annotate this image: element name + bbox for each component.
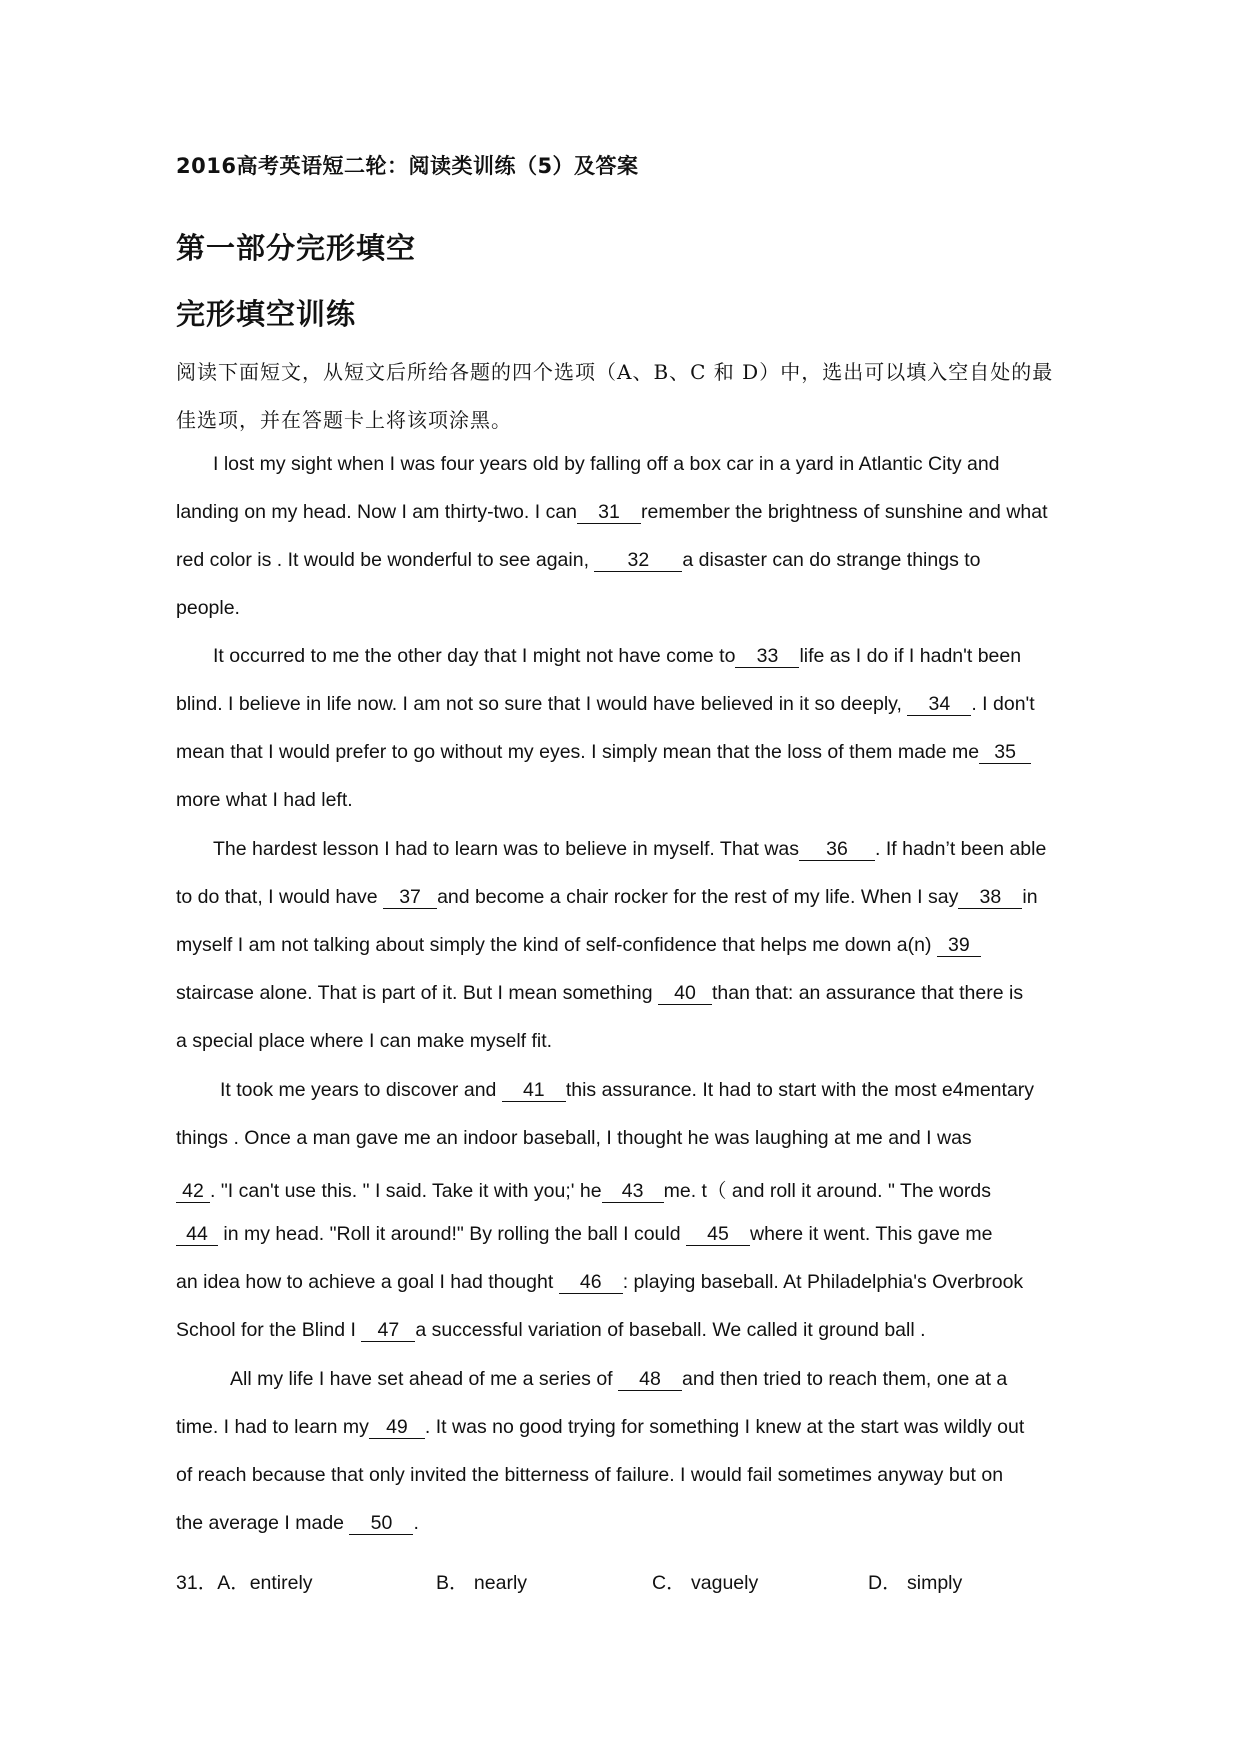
blank-41[interactable]: 41	[502, 1080, 566, 1102]
blank-43[interactable]: 43	[602, 1181, 664, 1203]
passage-line: It occurred to me the other day that I might not have come to 33 life as I do if I hadn't been	[213, 645, 1022, 667]
passage-line: time. I had to learn my 49 . It was no good trying for something I knew at the start was wildly out	[176, 1416, 1025, 1438]
passage-line: red color is . It would be wonderful to see again, 32 a disaster can do strange things to	[176, 549, 981, 571]
blank-50[interactable]: 50	[349, 1513, 413, 1535]
passage-line: landing on my head. Now I am thirty-two. I can 31 remember the brightness of sunshine and what	[176, 501, 1048, 523]
passage-line: a special place where I can make myself fit.	[176, 1030, 553, 1052]
blank-40[interactable]: 40	[658, 983, 712, 1005]
instruction-line-2: 佳选项，并在答题卡上将该项涂黑。	[176, 408, 512, 432]
part-heading: 第一部分完形填空	[176, 231, 417, 265]
passage-line: to do that, I would have 37 and become a chair rocker for the rest of my life. When I say 38 in	[176, 886, 1038, 908]
blank-42[interactable]: 42	[176, 1181, 210, 1203]
question-31-option-c[interactable]: C． vaguely	[652, 1572, 759, 1594]
blank-46[interactable]: 46	[559, 1272, 623, 1294]
passage-line: the average I made 50 .	[176, 1512, 419, 1534]
passage-line: an idea how to achieve a goal I had thought 46 : playing baseball. At Philadelphia's Overbrook	[176, 1271, 1024, 1293]
blank-34[interactable]: 34	[907, 694, 971, 716]
blank-48[interactable]: 48	[618, 1369, 682, 1391]
passage-line: staircase alone. That is part of it. But I mean something 40 than that: an assurance that there is	[176, 982, 1024, 1004]
blank-47[interactable]: 47	[361, 1320, 415, 1342]
passage-line: things . Once a man gave me an indoor baseball, I thought he was laughing at me and I was	[176, 1127, 972, 1149]
blank-36[interactable]: 36	[799, 839, 875, 861]
blank-31[interactable]: 31	[577, 502, 641, 524]
passage-line: School for the Blind I 47 a successful variation of baseball. We called it ground ball .	[176, 1319, 926, 1341]
passage-line: I lost my sight when I was four years old by falling off a box car in a yard in Atlantic City and	[213, 453, 1000, 475]
blank-33[interactable]: 33	[735, 646, 799, 668]
blank-37[interactable]: 37	[383, 887, 437, 909]
instruction-line-1: 阅读下面短文，从短文后所给各题的四个选项（A、B、C 和 D）中，选出可以填入空自处的最	[176, 360, 1054, 384]
passage-line: The hardest lesson I had to learn was to believe in myself. That was 36 . If hadn’t been able	[213, 838, 1047, 860]
passage-line: myself I am not talking about simply the kind of self-confidence that helps me down a(n) 39	[176, 934, 981, 957]
question-31-option-d[interactable]: D． simply	[868, 1572, 963, 1594]
passage-line: All my life I have set ahead of me a series of 48 and then tried to reach them, one at a	[230, 1368, 1008, 1390]
passage-line: blind. I believe in life now. I am not so sure that I would have believed in it so deeply, 34 . I don't	[176, 693, 1035, 715]
question-31-option-b[interactable]: B． nearly	[436, 1572, 528, 1594]
passage-line: of reach because that only invited the bitterness of failure. I would fail sometimes anyway but on	[176, 1464, 1004, 1486]
blank-44[interactable]: 44	[176, 1224, 218, 1246]
blank-38[interactable]: 38	[958, 887, 1022, 909]
passage-line: 44 in my head. "Roll it around!" By rolling the ball I could 45 where it went. This gave me	[176, 1223, 992, 1246]
blank-49[interactable]: 49	[369, 1417, 425, 1439]
passage-line: people.	[176, 597, 240, 619]
blank-35[interactable]: 35	[979, 742, 1031, 764]
document-title: 2016高考英语短二轮：阅读类训练（5）及答案	[176, 154, 639, 178]
blank-45[interactable]: 45	[686, 1224, 750, 1246]
passage-line: It took me years to discover and 41 this assurance. It had to start with the most e4mentary	[220, 1079, 1035, 1101]
passage-line: mean that I would prefer to go without my eyes. I simply mean that the loss of them made me 35	[176, 741, 1031, 764]
question-31-option-a[interactable]: 31．A．entirely	[176, 1572, 313, 1594]
passage-line: more what I had left.	[176, 789, 353, 811]
blank-32[interactable]: 32	[594, 550, 682, 572]
passage-line: 42 . "I can't use this. " I said. Take it with you;' he 43 me. t（ and roll it around. " The words	[176, 1175, 991, 1203]
section-heading: 完形填空训练	[176, 297, 357, 331]
blank-39[interactable]: 39	[937, 935, 981, 957]
